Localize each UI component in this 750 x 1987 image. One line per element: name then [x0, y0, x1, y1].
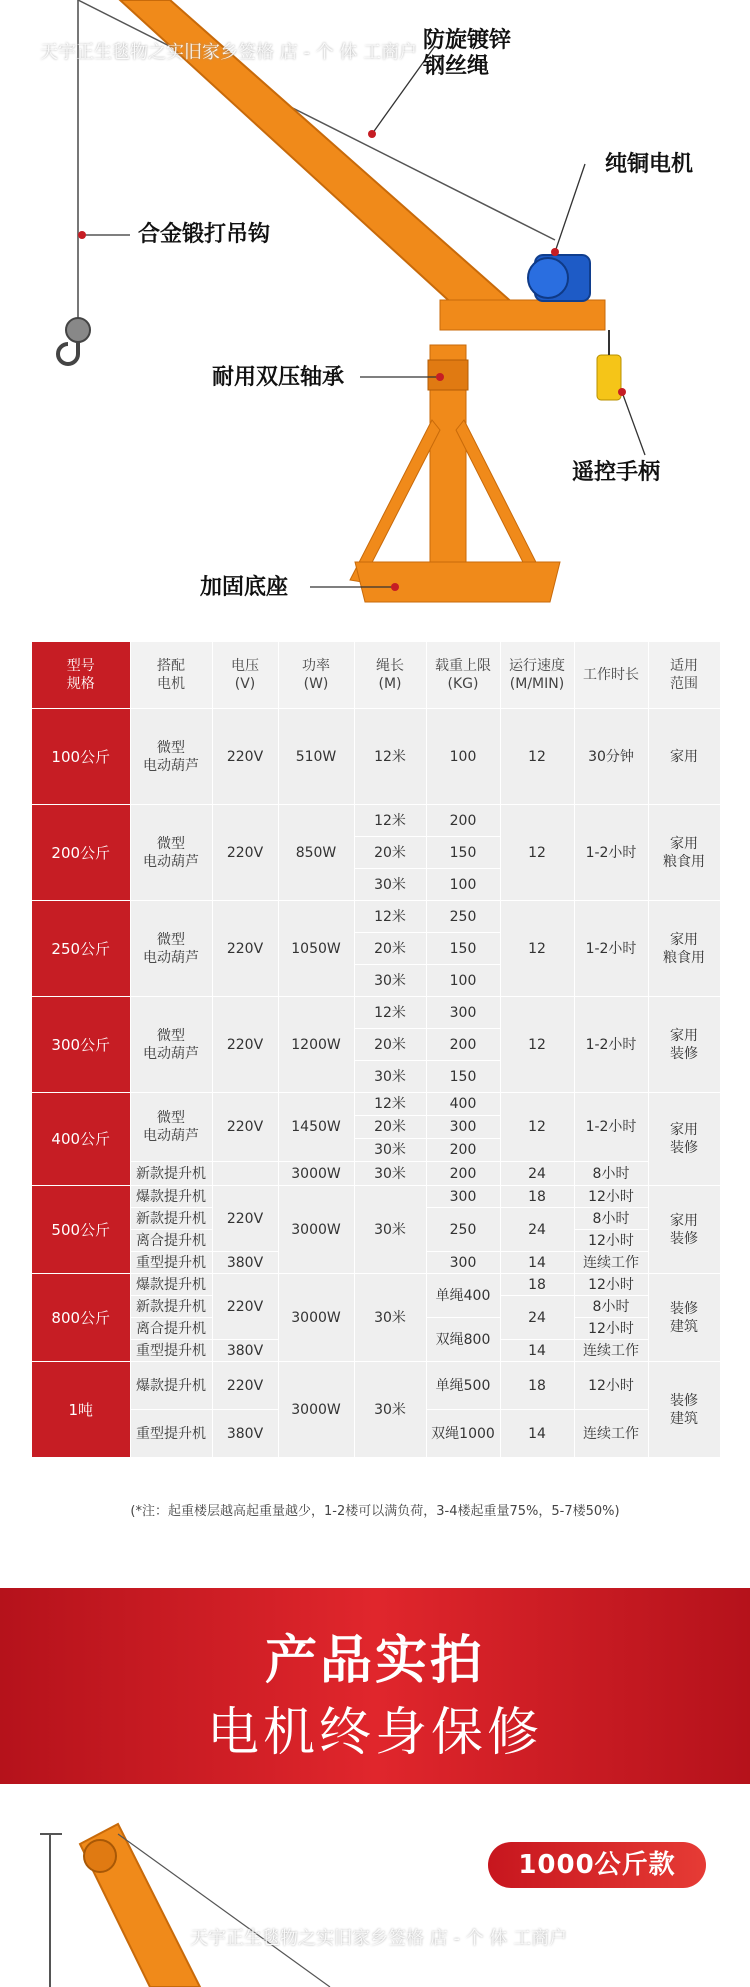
speed-cell: 18 — [500, 1274, 574, 1296]
rope-cell: 30米 — [354, 1186, 426, 1274]
banner-subtitle: 电机终身保修 — [206, 1703, 543, 1763]
use-cell: 家用 装修 — [648, 1186, 720, 1274]
power-cell: 3000W — [278, 1186, 354, 1274]
load-cell: 300 — [426, 1252, 500, 1274]
speed-cell: 18 — [500, 1362, 574, 1410]
speed-cell: 12 — [500, 1093, 574, 1162]
model-cell: 800公斤 — [32, 1274, 130, 1362]
voltage-cell: 220V — [212, 709, 278, 805]
table-row — [32, 1186, 720, 1208]
section-banner — [0, 1588, 750, 1784]
speed-cell: 24 — [500, 1208, 574, 1252]
header-voltage: 电压 (V) — [212, 642, 278, 709]
load-cell: 300 — [426, 1116, 500, 1139]
time-cell: 1-2小时 — [574, 1093, 648, 1162]
voltage-cell: 380V — [212, 1252, 278, 1274]
motor-cell: 微型 电动葫芦 — [130, 805, 212, 901]
rope-cell: 30米 — [354, 1061, 426, 1093]
callout-bearing: 耐用双压轴承 — [212, 365, 345, 390]
speed-cell: 24 — [500, 1296, 574, 1340]
table-note: (*注：起重楼层越高起重量越少，1-2楼可以满负荷，3-4楼起重量75%，5-7楼50%) — [130, 1504, 620, 1519]
rope-cell: 30米 — [354, 1274, 426, 1362]
callout-rope: 防旋镀锌 钢丝绳 — [423, 28, 512, 79]
header-motor: 搭配 电机 — [130, 642, 212, 709]
motor-icon — [528, 255, 590, 301]
load-cell: 150 — [426, 837, 500, 869]
callout-base: 加固底座 — [200, 575, 289, 600]
voltage-cell — [212, 1162, 278, 1186]
speed-cell: 12 — [500, 805, 574, 901]
speed-cell: 14 — [500, 1340, 574, 1362]
header-model: 型号 规格 — [32, 642, 130, 709]
voltage-cell: 380V — [212, 1410, 278, 1458]
power-cell: 3000W — [278, 1274, 354, 1362]
time-cell: 12小时 — [574, 1318, 648, 1340]
power-cell: 1450W — [278, 1093, 354, 1162]
banner-title: 产品实拍 — [264, 1631, 485, 1691]
watermark-top: 天宇正生毯物之实旧家乡签格 店 - 个 体 工商户 — [40, 42, 418, 63]
rope-cell: 12米 — [354, 901, 426, 933]
rope-cell: 20米 — [354, 837, 426, 869]
use-cell: 装修 建筑 — [648, 1362, 720, 1458]
load-cell: 100 — [426, 869, 500, 901]
time-cell: 12小时 — [574, 1362, 648, 1410]
rope-cell: 20米 — [354, 1116, 426, 1139]
speed-cell: 14 — [500, 1252, 574, 1274]
product-hero — [0, 0, 750, 620]
voltage-cell: 380V — [212, 1340, 278, 1362]
model-cell: 250公斤 — [32, 901, 130, 997]
time-cell: 8小时 — [574, 1162, 648, 1186]
rope-cell: 30米 — [354, 965, 426, 997]
header-power: 功率 (W) — [278, 642, 354, 709]
speed-cell: 12 — [500, 901, 574, 997]
motor-cell: 微型 电动葫芦 — [130, 997, 212, 1093]
motor-cell: 微型 电动葫芦 — [130, 901, 212, 997]
rope-cell: 12米 — [354, 709, 426, 805]
motor-cell: 爆款提升机 — [130, 1362, 212, 1410]
power-cell: 850W — [278, 805, 354, 901]
voltage-cell: 220V — [212, 997, 278, 1093]
rope-cell: 20米 — [354, 933, 426, 965]
header-use: 适用 范围 — [648, 642, 720, 709]
load-cell: 150 — [426, 933, 500, 965]
time-cell: 1-2小时 — [574, 901, 648, 997]
model-cell: 400公斤 — [32, 1093, 130, 1186]
table-row — [32, 997, 720, 1029]
motor-cell: 爆款提升机 — [130, 1186, 212, 1208]
time-cell: 连续工作 — [574, 1410, 648, 1458]
voltage-cell: 220V — [212, 1093, 278, 1162]
load-cell: 250 — [426, 901, 500, 933]
load-cell: 250 — [426, 1208, 500, 1252]
load-cell: 150 — [426, 1061, 500, 1093]
load-cell: 200 — [426, 805, 500, 837]
motor-cell: 新款提升机 — [130, 1162, 212, 1186]
motor-cell: 重型提升机 — [130, 1340, 212, 1362]
crane-illustration — [0, 0, 750, 620]
rope-cell: 20米 — [354, 1029, 426, 1061]
load-cell: 100 — [426, 709, 500, 805]
motor-cell: 重型提升机 — [130, 1410, 212, 1458]
rope-cell: 30米 — [354, 1139, 426, 1162]
table-row — [32, 805, 720, 837]
model-cell: 100公斤 — [32, 709, 130, 805]
model-cell: 500公斤 — [32, 1186, 130, 1274]
time-cell: 12小时 — [574, 1274, 648, 1296]
motor-cell: 微型 电动葫芦 — [130, 709, 212, 805]
crane-base — [355, 562, 560, 602]
time-cell: 30分钟 — [574, 709, 648, 805]
use-cell: 家用 装修 — [648, 1093, 720, 1186]
load-cell: 单绳400 — [426, 1274, 500, 1318]
callout-remote: 遥控手柄 — [572, 460, 661, 485]
motor-cell: 微型 电动葫芦 — [130, 1093, 212, 1162]
power-cell: 1050W — [278, 901, 354, 997]
header-speed: 运行速度 (M/MIN) — [500, 642, 574, 709]
power-cell: 3000W — [278, 1162, 354, 1186]
use-cell: 家用 装修 — [648, 997, 720, 1093]
header-load: 载重上限 (KG) — [426, 642, 500, 709]
time-cell: 1-2小时 — [574, 997, 648, 1093]
voltage-cell: 220V — [212, 1274, 278, 1340]
motor-cell: 新款提升机 — [130, 1296, 212, 1318]
rope-cell: 12米 — [354, 1093, 426, 1116]
speed-cell: 24 — [500, 1162, 574, 1186]
load-cell: 双绳1000 — [426, 1410, 500, 1458]
load-cell: 200 — [426, 1162, 500, 1186]
table-row — [32, 1362, 720, 1410]
watermark-bottom: 天宇正生毯物之实旧家乡签格 店 - 个 体 工商户 — [190, 1928, 568, 1949]
time-cell: 8小时 — [574, 1208, 648, 1230]
rope-cell: 12米 — [354, 997, 426, 1029]
motor-cell: 离合提升机 — [130, 1318, 212, 1340]
load-cell: 300 — [426, 997, 500, 1029]
spec-table — [32, 642, 721, 1458]
time-cell: 连续工作 — [574, 1340, 648, 1362]
load-cell: 单绳500 — [426, 1362, 500, 1410]
table-row — [32, 901, 720, 933]
speed-cell: 12 — [500, 997, 574, 1093]
voltage-cell: 220V — [212, 1362, 278, 1410]
remote-control-icon — [597, 355, 621, 400]
model-cell: 200公斤 — [32, 805, 130, 901]
voltage-cell: 220V — [212, 1186, 278, 1252]
motor-cell: 新款提升机 — [130, 1208, 212, 1230]
load-cell: 300 — [426, 1186, 500, 1208]
speed-cell: 14 — [500, 1410, 574, 1458]
rope-cell: 30米 — [354, 1162, 426, 1186]
table-row — [32, 1093, 720, 1116]
use-cell: 装修 建筑 — [648, 1274, 720, 1362]
voltage-cell: 220V — [212, 901, 278, 997]
speed-cell: 18 — [500, 1186, 574, 1208]
header-rope: 绳长 (M) — [354, 642, 426, 709]
time-cell: 12小时 — [574, 1230, 648, 1252]
power-cell: 1200W — [278, 997, 354, 1093]
power-cell: 3000W — [278, 1362, 354, 1458]
use-cell: 家用 — [648, 709, 720, 805]
header-time: 工作时长 — [574, 642, 648, 709]
speed-cell: 12 — [500, 709, 574, 805]
load-cell: 200 — [426, 1139, 500, 1162]
rope-cell: 30米 — [354, 869, 426, 901]
use-cell: 家用 粮食用 — [648, 901, 720, 997]
load-cell: 双绳800 — [426, 1318, 500, 1362]
load-cell: 100 — [426, 965, 500, 997]
model-cell: 1吨 — [32, 1362, 130, 1458]
time-cell: 连续工作 — [574, 1252, 648, 1274]
voltage-cell: 220V — [212, 805, 278, 901]
callout-hook: 合金锻打吊钩 — [138, 222, 271, 247]
time-cell: 12小时 — [574, 1186, 648, 1208]
table-header-row — [32, 642, 720, 709]
time-cell: 1-2小时 — [574, 805, 648, 901]
load-cell: 400 — [426, 1093, 500, 1116]
hook-icon — [58, 318, 90, 364]
use-cell: 家用 粮食用 — [648, 805, 720, 901]
rope-cell: 30米 — [354, 1362, 426, 1458]
bearing-block — [428, 360, 468, 390]
load-cell: 200 — [426, 1029, 500, 1061]
callout-motor: 纯铜电机 — [605, 152, 694, 177]
motor-cell: 离合提升机 — [130, 1230, 212, 1252]
rope-cell: 12米 — [354, 805, 426, 837]
model-cell: 300公斤 — [32, 997, 130, 1093]
power-cell: 510W — [278, 709, 354, 805]
motor-cell: 重型提升机 — [130, 1252, 212, 1274]
product-badge: 1000公斤款 — [488, 1842, 706, 1888]
motor-cell: 爆款提升机 — [130, 1274, 212, 1296]
time-cell: 8小时 — [574, 1296, 648, 1318]
table-row — [32, 1274, 720, 1296]
motor-platform — [440, 300, 605, 330]
table-row — [32, 709, 720, 805]
